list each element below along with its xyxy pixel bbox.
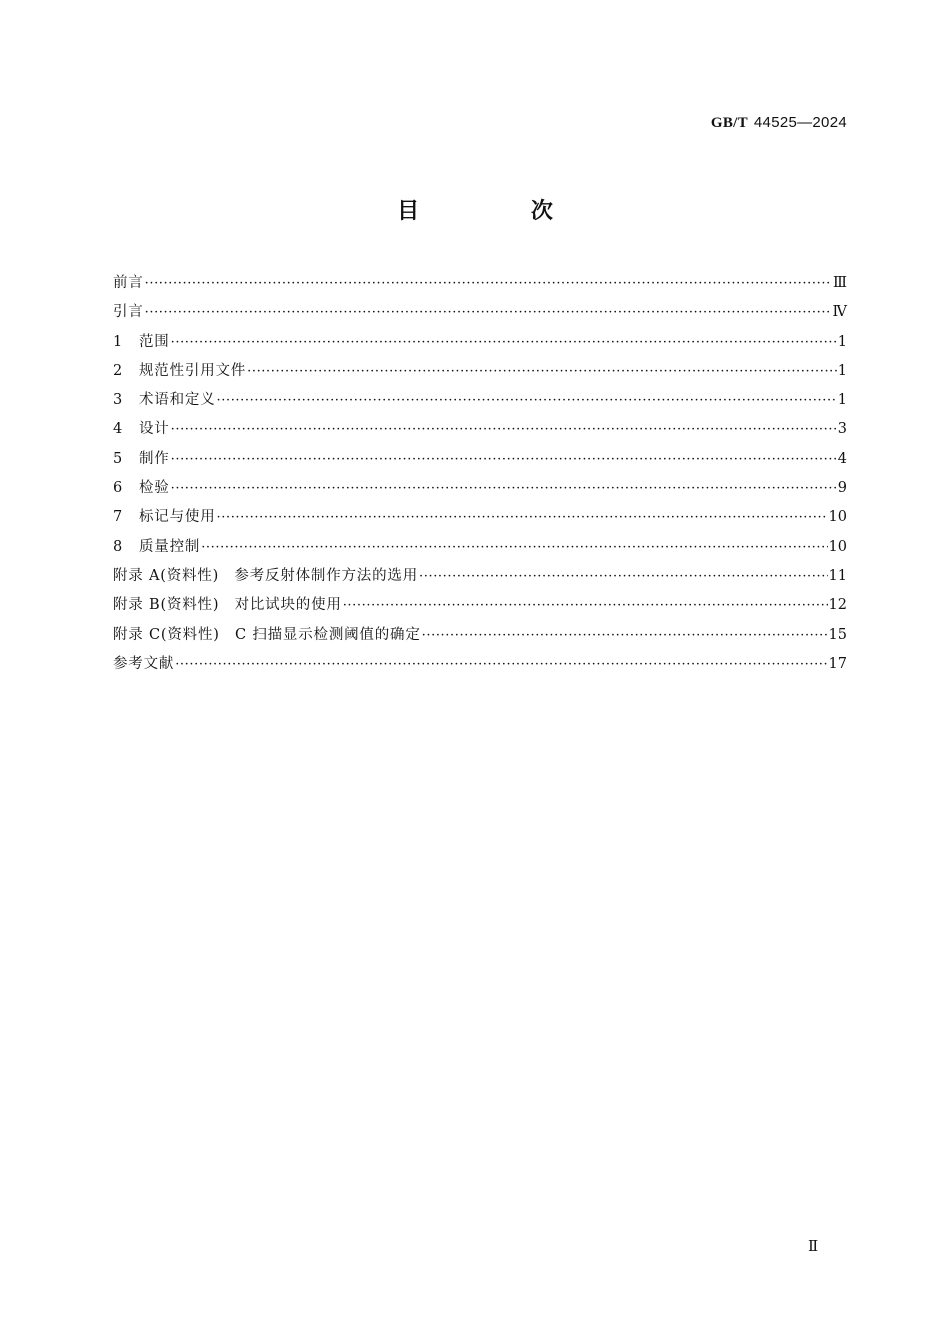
toc-entry-label: 附录 B(资料性) 对比试块的使用	[113, 597, 342, 614]
toc-leader-dots	[343, 595, 828, 617]
toc-entry-fabrication[interactable]	[113, 448, 847, 477]
toc-entry-page: 4	[837, 450, 847, 467]
toc-entry-page: 1	[837, 333, 847, 350]
toc-entry-annex-b[interactable]	[113, 594, 847, 623]
toc-entry-normative-references[interactable]	[113, 360, 847, 389]
page-number: Ⅱ	[808, 1237, 819, 1255]
toc-entry-page: Ⅳ	[832, 304, 847, 321]
toc-entry-number: 8	[113, 538, 123, 555]
toc-entry-label: 术语和定义	[139, 392, 216, 409]
toc-entry-design[interactable]	[113, 418, 847, 447]
toc-entry-page: 1	[837, 392, 847, 409]
toc-entry-terms[interactable]	[113, 389, 847, 418]
toc-entry-label: 设计	[139, 421, 170, 438]
toc-entry-page: 3	[837, 421, 847, 438]
standard-prefix: GB/T	[710, 115, 748, 131]
toc-leader-dots	[171, 449, 837, 471]
toc-entry-quality-control[interactable]	[113, 536, 847, 565]
toc-entry-label: 范围	[139, 333, 170, 350]
toc-entry-inspection[interactable]	[113, 477, 847, 506]
toc-entry-number: 6	[113, 480, 123, 497]
toc-leader-dots	[171, 332, 837, 354]
toc-entry-page: 10	[828, 509, 847, 526]
toc-entry-bibliography[interactable]	[113, 653, 847, 682]
toc-leader-dots	[422, 625, 828, 647]
toc-leader-dots	[419, 566, 828, 588]
toc-entry-page: 17	[828, 655, 847, 672]
toc-entry-page: 12	[828, 597, 847, 614]
toc-entry-page: Ⅲ	[833, 275, 847, 291]
toc-leader-dots	[171, 419, 837, 441]
toc-entry-page: 9	[837, 480, 847, 497]
toc-entry-foreword[interactable]	[113, 272, 847, 301]
toc-entry-number: 7	[113, 509, 123, 526]
toc-entry-label: 规范性引用文件	[139, 362, 247, 379]
toc-entry-label: 前言	[113, 275, 144, 291]
toc-entry-page: 15	[828, 626, 847, 643]
toc-leader-dots	[171, 478, 837, 500]
toc-entry-page: 1	[837, 362, 847, 379]
toc-entry-label: 标记与使用	[139, 509, 216, 526]
toc-entry-number: 4	[113, 421, 123, 438]
toc-entry-label: 附录 C(资料性) C 扫描显示检测阈值的确定	[113, 626, 421, 643]
toc-entry-label: 制作	[139, 450, 170, 467]
toc-leader-dots	[217, 507, 828, 529]
toc-entry-label: 参考文献	[113, 655, 175, 672]
toc-list	[113, 272, 847, 682]
toc-entry-number: 1	[113, 333, 123, 350]
standard-code: 44525—2024	[753, 114, 847, 131]
toc-entry-number: 5	[113, 450, 123, 467]
toc-leader-dots	[145, 302, 832, 324]
toc-entry-label: 检验	[139, 480, 170, 497]
standard-number	[711, 113, 847, 132]
toc-entry-annex-a[interactable]	[113, 565, 847, 594]
toc-entry-annex-c[interactable]	[113, 624, 847, 653]
toc-entry-marking-and-use[interactable]	[113, 506, 847, 535]
toc-entry-label: 附录 A(资料性) 参考反射体制作方法的选用	[113, 567, 418, 584]
toc-leader-dots	[247, 361, 837, 383]
toc-entry-number: 2	[113, 362, 123, 379]
toc-entry-page: 11	[828, 567, 847, 584]
toc-leader-dots	[217, 390, 837, 412]
toc-entry-page: 10	[828, 538, 847, 555]
toc-title: 目 次	[397, 199, 605, 224]
toc-leader-dots	[201, 537, 827, 559]
toc-leader-dots	[145, 273, 832, 295]
toc-entry-introduction[interactable]	[113, 301, 847, 330]
toc-entry-scope[interactable]	[113, 331, 847, 360]
toc-entry-label: 引言	[113, 304, 144, 321]
toc-entry-number: 3	[113, 392, 123, 409]
toc-entry-label: 质量控制	[139, 538, 201, 555]
toc-leader-dots	[175, 654, 827, 676]
